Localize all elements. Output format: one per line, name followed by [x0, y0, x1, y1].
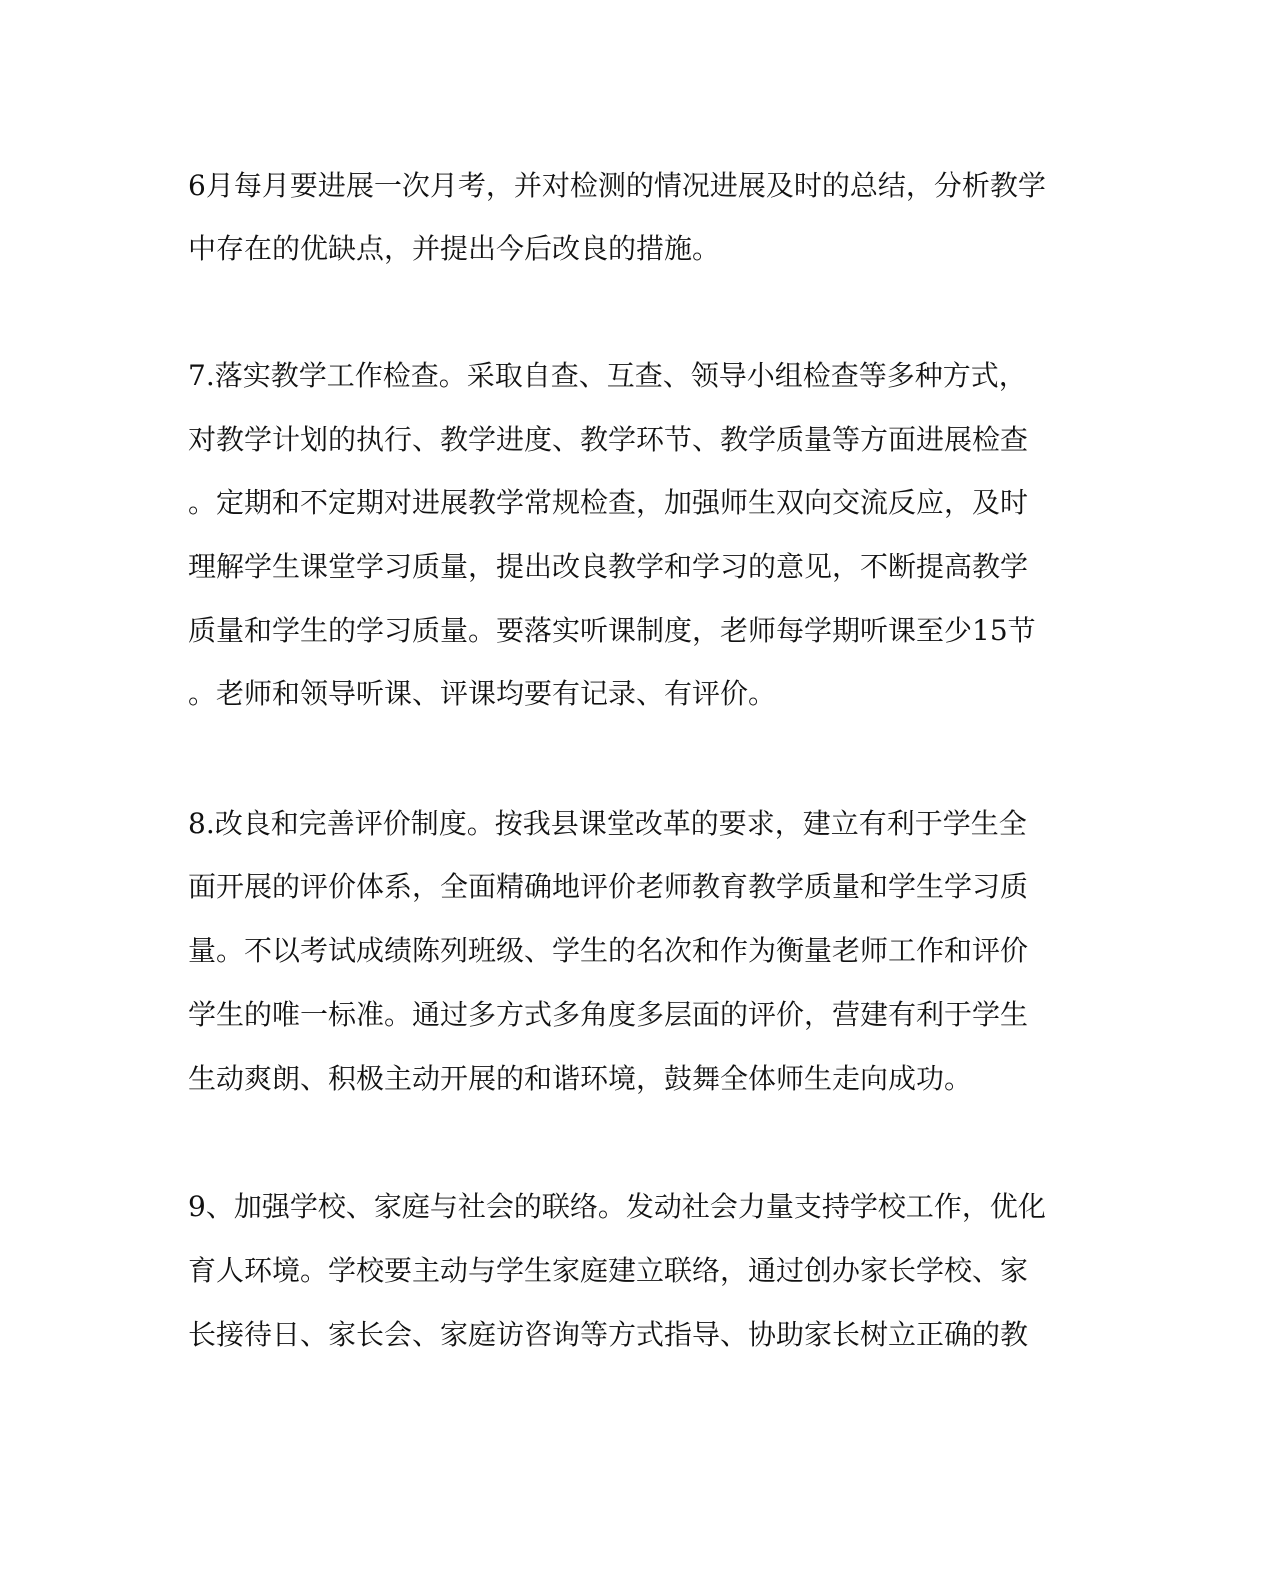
paragraph-7-line-5: 质量和学生的学习质量。要落实听课制度，老师每学期听课至少15节	[188, 614, 1036, 647]
paragraph-8-line-2: 面开展的评价体系，全面精确地评价老师教育教学质量和学生学习质	[188, 870, 1029, 903]
paragraph-6-line-1: 6月每月要进展一次月考，并对检测的情况进展及时的总结，分析教学	[188, 169, 1046, 202]
paragraph-7-line-2: 对教学计划的执行、教学进度、教学环节、教学质量等方面进展检查	[188, 423, 1029, 456]
paragraph-7-line-1: 7.落实教学工作检查。采取自查、互查、领导小组检查等多种方式，	[188, 359, 1027, 392]
paragraph-9-line-3: 长接待日、家长会、家庭访咨询等方式指导、协助家长树立正确的教	[188, 1318, 1029, 1351]
paragraph-7-line-3: 。定期和不定期对进展教学常规检查，加强师生双向交流反应，及时	[188, 486, 1029, 519]
paragraph-6-line-2: 中存在的优缺点，并提出今后改良的措施。	[188, 232, 721, 265]
paragraph-9-line-1: 9、加强学校、家庭与社会的联络。发动社会力量支持学校工作，优化	[188, 1190, 1046, 1223]
paragraph-9-line-2: 育人环境。学校要主动与学生家庭建立联络，通过创办家长学校、家	[188, 1254, 1029, 1287]
paragraph-7-line-6: 。老师和领导听课、评课均要有记录、有评价。	[188, 677, 777, 710]
paragraph-7-line-4: 理解学生课堂学习质量，提出改良教学和学习的意见，不断提高教学	[188, 550, 1029, 583]
paragraph-8-line-1: 8.改良和完善评价制度。按我县课堂改革的要求，建立有利于学生全	[188, 807, 1027, 840]
paragraph-8-line-3: 量。不以考试成绩陈列班级、学生的名次和作为衡量老师工作和评价	[188, 934, 1029, 967]
paragraph-8-line-4: 学生的唯一标准。通过多方式多角度多层面的评价，营建有利于学生	[188, 998, 1029, 1031]
paragraph-8-line-5: 生动爽朗、积极主动开展的和谐环境，鼓舞全体师生走向成功。	[188, 1062, 973, 1095]
